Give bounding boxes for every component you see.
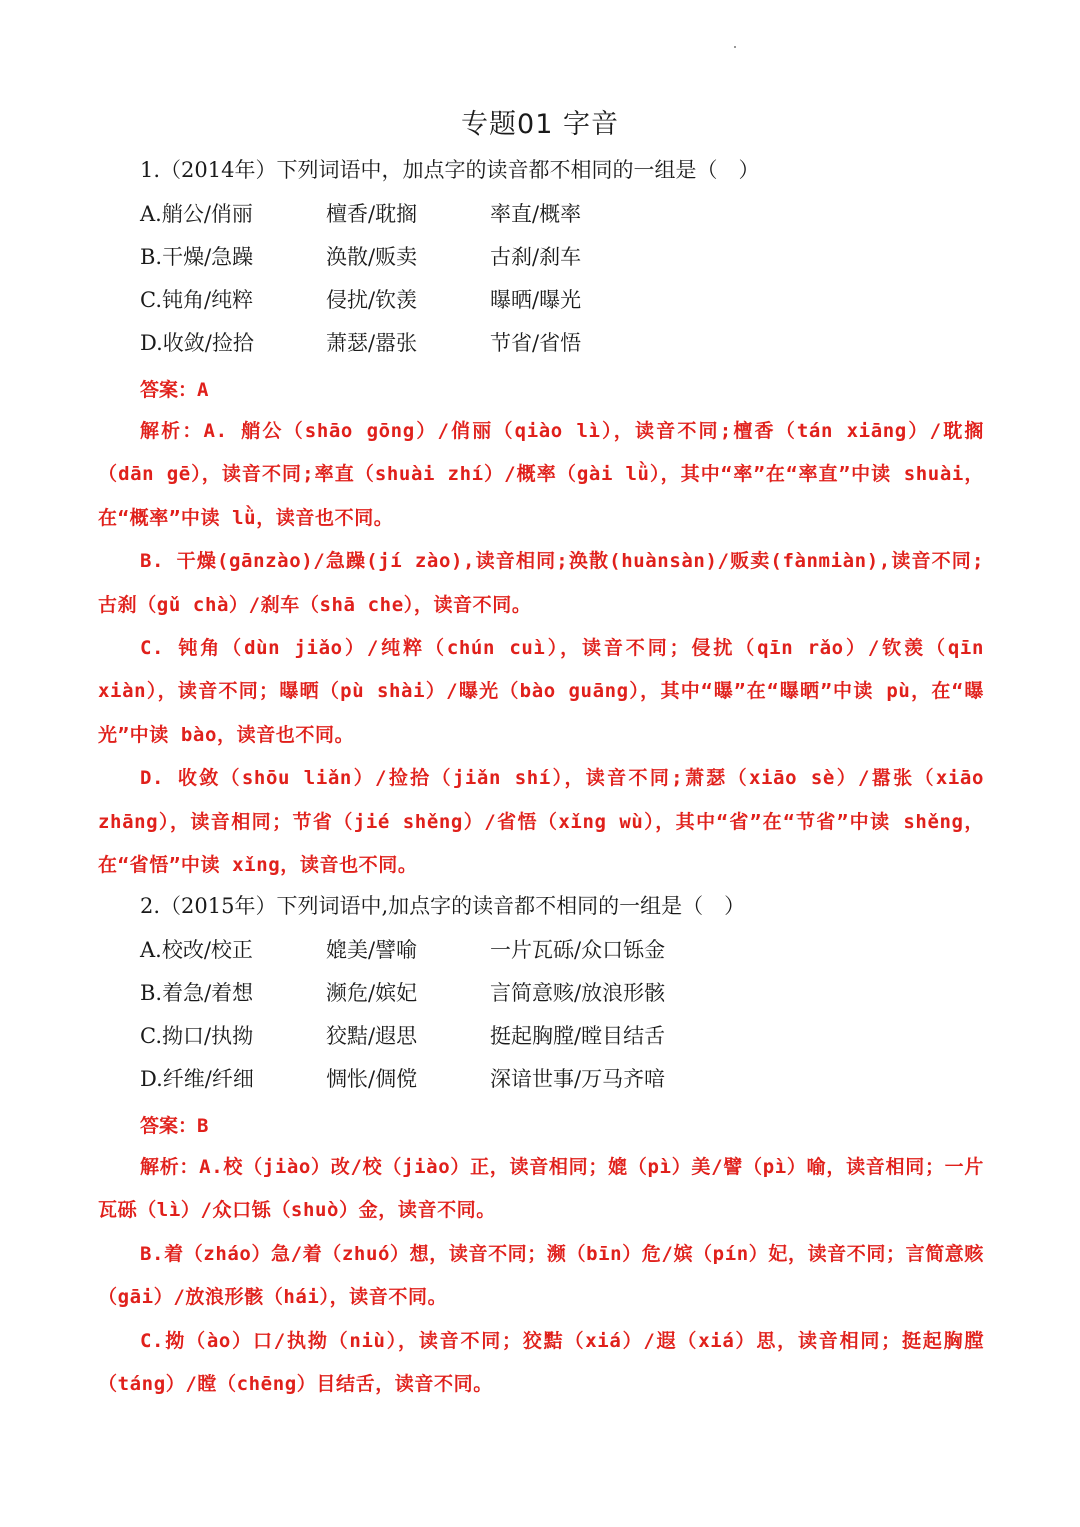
question-1-analysis <box>98 410 984 887</box>
option-cell: D.收敛/捡拾 <box>140 331 254 355</box>
question-2-answer: 答案：B <box>140 1115 209 1137</box>
option-cell: 一片瓦砾/众口铄金 <box>490 938 666 962</box>
question-2-stem: 2.（2015年）下列词语中,加点字的读音都不相同的一组是（ ） <box>140 894 746 918</box>
option-cell: 节省/省悟 <box>490 331 582 355</box>
option-cell: C.拗口/执拗 <box>140 1024 254 1048</box>
option-cell: D.纤维/纤细 <box>140 1067 254 1091</box>
option-cell: 挺起胸膛/瞠目结舌 <box>490 1024 666 1048</box>
analysis-paragraph: C. 钝角（dùn jiǎo）/纯粹（chún cuì），读音不同；侵扰（qīn rǎo）/钦羡（qīn xiàn），读音不同；曝晒（pù shài）/曝光（bào guāng），其中“曝”在“曝晒”中读 pù，在“曝光”中读 bào，读音也不同。 <box>98 637 984 746</box>
option-cell: 曝晒/曝光 <box>490 288 582 312</box>
option-cell: B.着急/着想 <box>140 981 254 1005</box>
option-cell: 惆怅/倜傥 <box>326 1067 418 1091</box>
analysis-paragraph: 解析：A.校（jiào）改/校（jiào）正，读音相同；媲（pì）美/譬（pì）喻，读音相同；一片瓦砾（lì）/众口铄（shuò）金，读音不同。 <box>98 1156 984 1222</box>
option-cell: B.干燥/急躁 <box>140 245 254 269</box>
option-cell: 涣散/贩卖 <box>326 245 418 269</box>
option-cell: A.艄公/俏丽 <box>140 202 253 226</box>
option-cell: 媲美/譬喻 <box>326 938 418 962</box>
option-cell: 萧瑟/嚣张 <box>326 331 418 355</box>
option-cell: 檀香/耽搁 <box>326 202 418 226</box>
question-1-stem: 1.（2014年）下列词语中，加点字的读音都不相同的一组是（ ） <box>140 158 760 182</box>
page-title: 专题01 字音 <box>461 109 619 140</box>
option-cell: C.钝角/纯粹 <box>140 288 254 312</box>
question-2-analysis <box>98 1146 984 1406</box>
option-cell: 率直/概率 <box>490 202 582 226</box>
analysis-paragraph: D. 收敛（shōu liǎn）/捡拾（jiǎn shí），读音不同;萧瑟（xiāo sè）/嚣张（xiāo zhāng），读音相同；节省（jié shěng）/省悟（xǐng wù），其中“省”在“节省”中读 shěng，在“省悟”中读 xǐng，读音也不同。 <box>98 767 984 877</box>
option-cell: 深谙世事/万马齐喑 <box>490 1067 666 1091</box>
option-cell: 古刹/刹车 <box>490 245 582 269</box>
option-cell: 濒危/嫔妃 <box>326 981 418 1005</box>
option-cell: 侵扰/钦羡 <box>326 288 418 312</box>
analysis-paragraph: B. 干燥(gānzào)/急躁(jí zào),读音相同;涣散(huànsàn)/贩卖(fànmiàn),读音不同;古刹（gǔ chà）/刹车（shā che），读音不同。 <box>98 550 984 616</box>
option-cell: 狡黠/遐思 <box>326 1024 418 1048</box>
question-1-answer: 答案：A <box>140 379 209 401</box>
analysis-paragraph: 解析：A. 艄公（shāo gōng）/俏丽（qiào lì），读音不同;檀香（tán xiāng）/耽搁（dān gē），读音不同;率直（shuài zhí）/概率（gài lǜ），其中“率”在“率直”中读 shuài，在“概率”中读 lǜ，读音也不同。 <box>98 420 984 529</box>
analysis-paragraph: C.拗（ào）口/执拗（niù），读音不同；狡黠（xiá）/遐（xiá）思，读音相同；挺起胸膛（táng）/瞠（chēng）目结舌，读音不同。 <box>98 1329 984 1396</box>
analysis-paragraph: B.着（zháo）急/着（zhuó）想，读音不同；濒（bīn）危/嫔（pín）妃，读音不同；言简意赅（gāi）/放浪形骸（hái），读音不同。 <box>98 1242 984 1309</box>
option-cell: 言简意赅/放浪形骸 <box>490 981 666 1005</box>
option-cell: A.校改/校正 <box>140 938 253 962</box>
corner-dot <box>734 46 736 48</box>
